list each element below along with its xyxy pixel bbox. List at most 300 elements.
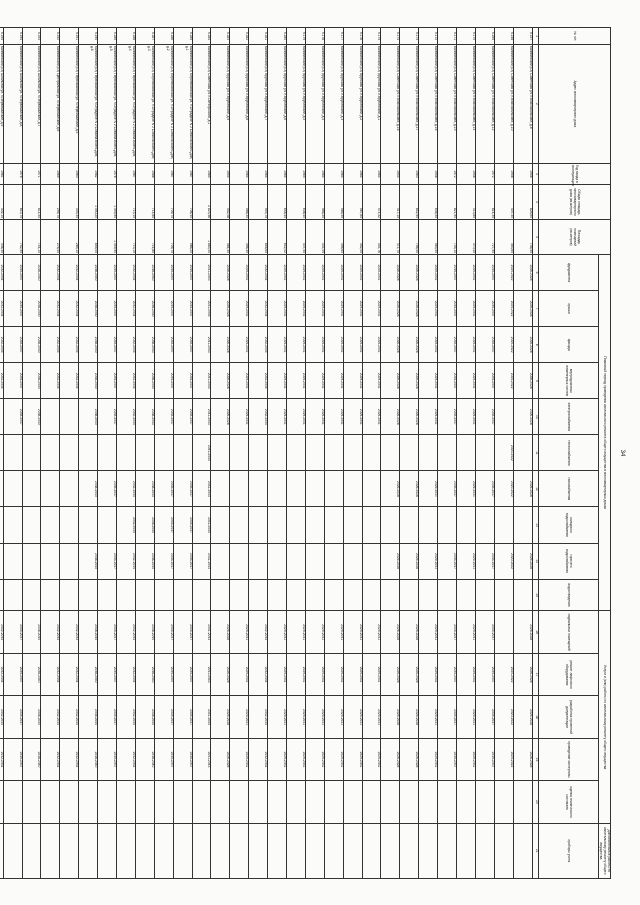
table-row: [79, 27, 98, 878]
table-cell: 2026-2028: [513, 470, 532, 506]
table-cell: 2026-2028: [381, 398, 400, 434]
table-cell: 2032-2034: [249, 254, 268, 290]
table-cell: 2035-2037: [154, 254, 173, 290]
table-cell-empty: [287, 823, 306, 878]
table-cell: 2029-2031: [287, 610, 306, 652]
table-cell: 727,50: [475, 219, 494, 254]
column-number: 16: [532, 610, 538, 652]
table-cell: 2038-2040: [79, 738, 98, 780]
header-total-area: Общая площадь многоквартирного дома (кв.метров): [538, 184, 610, 219]
table-cell: 1985: [192, 163, 211, 184]
table-cell: 2041-2043: [192, 695, 211, 737]
table-cell: 1965: [287, 163, 306, 184]
table-cell: 1964: [268, 163, 287, 184]
table-cell: Калининский р-н, Крупская ул. п.Крупинский, д.2: [343, 44, 362, 163]
table-row: [400, 27, 419, 878]
table-cell: 364,30: [211, 219, 230, 254]
table-cell-empty: [381, 780, 400, 822]
table-cell: 2029-2031: [324, 398, 343, 434]
table-cell: [419, 579, 438, 611]
table-cell: 2029-2031: [305, 254, 324, 290]
table-cell: 1988: [135, 163, 154, 184]
table-cell: 1964: [343, 163, 362, 184]
table-cell: [154, 579, 173, 611]
table-cell: Калининский р-н, Первомайская ул. п.Первомайский, д.5: [60, 44, 79, 163]
table-cell: 2035-2037: [98, 362, 117, 398]
column-number: 8: [532, 326, 538, 362]
table-cell: 2035-2037: [173, 470, 192, 506]
table-cell: 2032-2034: [249, 362, 268, 398]
table-cell: Калининский р-н, Советская ул. п.Комсомольский, д.18: [381, 44, 400, 163]
table-cell: [438, 579, 457, 611]
table-cell: 2038-2040: [79, 254, 98, 290]
table-cell: 2029-2031: [343, 290, 362, 326]
table-cell: Калининский р-н, Советская ул. п.Комсомольский, д.10: [494, 44, 513, 163]
table-cell: 2029-2031: [419, 290, 438, 326]
table-cell: [60, 434, 79, 470]
table-cell-empty: [268, 780, 287, 822]
table-cell: 608,40: [287, 184, 306, 219]
table-cell: 402,10: [0, 184, 3, 219]
table-cell-empty: [475, 780, 494, 822]
table-cell: 2026-2028: [381, 738, 400, 780]
table-cell: 2032-2034: [41, 326, 60, 362]
column-number: 19: [532, 738, 538, 780]
table-cell: 2020-2022: [494, 543, 513, 579]
table-cell: 2020-2022: [494, 695, 513, 737]
table-cell: 2038-2040: [135, 653, 154, 695]
table-cell: 9.175: [362, 27, 381, 44]
table-cell: 736,50: [513, 219, 532, 254]
table-cell: 9.176: [343, 27, 362, 44]
table-cell: 2020-2022: [494, 254, 513, 290]
table-cell: Калининский р-н, Школьная ул. п.Первомайский, д.9: [0, 44, 3, 163]
table-cell: 2026-2028: [400, 738, 419, 780]
table-cell-empty: [400, 823, 419, 878]
table-cell: [457, 579, 476, 611]
table-row: [117, 27, 136, 878]
table-cell: 2038-2040: [135, 738, 154, 780]
table-cell: [513, 579, 532, 611]
table-cell: 299,70: [41, 184, 60, 219]
table-cell: [362, 579, 381, 611]
table-cell: [79, 434, 98, 470]
table-cell: 2029-2031: [268, 290, 287, 326]
table-cell: 396,30: [230, 219, 249, 254]
table-cell: 9.192: [41, 27, 60, 44]
table-cell: 1981: [0, 163, 3, 184]
column-number: 10: [532, 398, 538, 434]
table-cell-empty: [3, 780, 22, 822]
table-cell: 2029-2031: [457, 738, 476, 780]
rotated-landscape-sheet: [0, 13, 625, 893]
header-sub: водоотведения: [538, 579, 598, 611]
table-cell: 1987: [154, 163, 173, 184]
table-cell: 2032-2034: [41, 362, 60, 398]
table-cell: 735,10: [438, 219, 457, 254]
table-cell: 2035-2037: [154, 326, 173, 362]
table-cell-empty: [362, 780, 381, 822]
table-cell: 2029-2031: [419, 326, 438, 362]
table-cell: 744,10: [22, 219, 41, 254]
table-cell: 2032-2034: [0, 326, 3, 362]
table-cell: 2035-2037: [438, 695, 457, 737]
table-cell: 2032-2034: [117, 653, 136, 695]
table-cell: [494, 579, 513, 611]
table-cell: 371,70: [381, 219, 400, 254]
table-cell-empty: [135, 823, 154, 878]
table-cell: [400, 434, 419, 470]
table-cell-empty: [22, 780, 41, 822]
table-cell: [117, 579, 136, 611]
table-cell: [343, 579, 362, 611]
table-cell: 1958: [419, 163, 438, 184]
table-cell: 2035-2037: [438, 326, 457, 362]
table-cell: [22, 543, 41, 579]
table-cell: 2026-2028: [400, 254, 419, 290]
column-number: 3: [532, 163, 538, 184]
table-cell: 2026-2028: [381, 254, 400, 290]
table-cell: [400, 579, 419, 611]
header-sub: теплоснабжения: [538, 434, 598, 470]
table-cell: Калининский р-н, Советская ул. п.Комсомольский, д.12: [475, 44, 494, 163]
table-cell: 2026-2028: [400, 653, 419, 695]
table-cell-empty: [305, 823, 324, 878]
table-cell: 2035-2037: [438, 738, 457, 780]
table-cell: [230, 579, 249, 611]
table-cell: [249, 579, 268, 611]
table-row: [60, 27, 79, 878]
table-cell: 2041-2043: [192, 434, 211, 470]
table-cell: 2029-2031: [305, 653, 324, 695]
table-row: [362, 27, 381, 878]
table-cell: 2029-2031: [362, 695, 381, 737]
table-cell: 2038-2040: [135, 695, 154, 737]
table-cell: 568,30: [230, 184, 249, 219]
table-cell: 2038-2040: [79, 398, 98, 434]
table-cell: 407,50: [287, 219, 306, 254]
table-cell: 2041-2043: [192, 543, 211, 579]
table-cell: 2032-2034: [117, 610, 136, 652]
table-cell: [475, 579, 494, 611]
table-cell: 2026-2028: [400, 290, 419, 326]
table-cell: 2032-2034: [41, 695, 60, 737]
table-cell: [230, 506, 249, 542]
table-cell: [249, 543, 268, 579]
table-cell-empty: [154, 823, 173, 878]
table-cell: 2029-2031: [324, 254, 343, 290]
table-cell: 1 049,90: [98, 219, 117, 254]
table-cell: 9.193: [22, 27, 41, 44]
table-cell: 2029-2031: [305, 695, 324, 737]
table-cell: 2020-2022: [494, 738, 513, 780]
table-cell: 2032-2034: [0, 254, 3, 290]
table-cell: 2026-2028: [400, 362, 419, 398]
table-cell-empty: [60, 823, 79, 878]
table-cell: 1964: [305, 163, 324, 184]
table-cell-empty: [457, 823, 476, 878]
table-row: [41, 27, 60, 878]
table-cell: 2035-2037: [173, 326, 192, 362]
table-cell: 9.183: [211, 27, 230, 44]
table-cell: [0, 506, 3, 542]
table-cell-empty: [381, 823, 400, 878]
column-number: 5: [532, 219, 538, 254]
header-sub: подвальных помещений: [538, 610, 598, 652]
table-cell: Калининский р-н, Первомайская ул. п.Отрадное N 2 Совхоза Волго-Дон, д.5: [98, 44, 117, 163]
table-cell: 370,40: [457, 219, 476, 254]
table-cell: Калининский р-н, Центральная ул. п.Первомайский, д.6: [41, 44, 60, 163]
table-cell: [268, 506, 287, 542]
table-cell: [79, 579, 98, 611]
table-cell-empty: [135, 780, 154, 822]
table-cell: 2029-2031: [343, 610, 362, 652]
table-cell-empty: [211, 780, 230, 822]
table-cell: [3, 579, 22, 611]
table-cell-empty: [343, 780, 362, 822]
table-cell: 2032-2034: [60, 326, 79, 362]
table-cell: 2029-2031: [230, 653, 249, 695]
column-number: 7: [532, 290, 538, 326]
table-cell: 2026-2028: [400, 398, 419, 434]
table-cell: 2029-2031: [343, 653, 362, 695]
table-cell-empty: [362, 823, 381, 878]
table-cell: 2029-2031: [362, 610, 381, 652]
table-cell: 642,02: [268, 219, 287, 254]
table-cell: Калининский р-н, Советская ул. п.Комсомольский, д.16: [419, 44, 438, 163]
table-cell: [362, 543, 381, 579]
table-cell: [60, 470, 79, 506]
table-cell: 2029-2031: [230, 254, 249, 290]
table-cell: 2029-2031: [268, 653, 287, 695]
table-cell-empty: [268, 823, 287, 878]
table-cell: [457, 506, 476, 542]
table-cell: 566,20: [305, 184, 324, 219]
table-cell: 2035-2037: [98, 610, 117, 652]
table-cell: 2032-2034: [41, 254, 60, 290]
table-cell: 303,30: [60, 184, 79, 219]
table-cell: 9.178: [305, 27, 324, 44]
table-cell: 2020-2022: [494, 434, 513, 470]
table-cell: 2020-2022: [494, 362, 513, 398]
table-cell: Калининский р-н, Березняковская ул. п.Отрадное N 2 Совхоза Волго-Дон, д.1: [173, 44, 192, 163]
table-row: [324, 27, 343, 878]
table-cell-empty: [513, 823, 532, 878]
table-cell: [0, 434, 3, 470]
header-sub: внутридомовых инженерных систем: [538, 362, 598, 398]
table-cell: 2038-2040: [22, 326, 41, 362]
table-cell: 363,60: [494, 219, 513, 254]
table-cell: 1954: [211, 163, 230, 184]
table-cell: 2026-2028: [400, 326, 419, 362]
table-cell: 1976: [3, 163, 22, 184]
table-cell: 413,80: [457, 184, 476, 219]
table-cell: 2032-2034: [249, 290, 268, 326]
table-cell: 2029-2031: [343, 738, 362, 780]
table-cell: 2029-2031: [305, 362, 324, 398]
table-cell: [287, 543, 306, 579]
table-cell: 2029-2031: [419, 470, 438, 506]
table-cell: [211, 506, 230, 542]
table-cell: 9.170: [457, 27, 476, 44]
table-cell: 2032-2034: [60, 290, 79, 326]
table-cell: 2029-2031: [324, 326, 343, 362]
table-cell: 826,60: [513, 184, 532, 219]
table-cell: 1987: [117, 163, 136, 184]
table-cell: 855,00: [79, 219, 98, 254]
table-cell: 2020-2022: [494, 326, 513, 362]
table-cell: 9.195: [0, 27, 3, 44]
table-cell-empty: [249, 780, 268, 822]
table-cell: 2032-2034: [41, 610, 60, 652]
table-cell: [98, 506, 117, 542]
table-cell-empty: [117, 823, 136, 878]
table-cell: 2029-2031: [230, 610, 249, 652]
table-cell: 2032-2034: [41, 290, 60, 326]
table-cell: 2032-2034: [117, 398, 136, 434]
table-cell: [305, 434, 324, 470]
column-number: 14: [532, 543, 538, 579]
table-cell: 2041-2043: [192, 506, 211, 542]
table-cell: [79, 506, 98, 542]
table-cell: 2035-2037: [3, 362, 22, 398]
table-cell: Калининский р-н, Крупская ул. п.Крупинский, д.7: [249, 44, 268, 163]
table-cell-empty: [192, 780, 211, 822]
table-cell: 2035-2037: [98, 290, 117, 326]
table-cell: [381, 579, 400, 611]
table-cell: 2032-2034: [60, 738, 79, 780]
table-cell: 2035-2037: [98, 398, 117, 434]
table-cell: 2029-2031: [324, 610, 343, 652]
table-cell: 1958: [513, 163, 532, 184]
table-cell: 9.158: [494, 27, 513, 44]
table-cell: [249, 506, 268, 542]
table-cell: 9.188: [117, 27, 136, 44]
table-cell: 2038-2040: [22, 738, 41, 780]
header-sub: приборы учета: [538, 823, 598, 878]
table-cell: 2026-2028: [381, 470, 400, 506]
table-cell: 2035-2037: [3, 610, 22, 652]
table-cell: 2029-2031: [268, 398, 287, 434]
table-cell: [438, 506, 457, 542]
table-cell: 1958: [457, 163, 476, 184]
table-cell: [0, 398, 3, 434]
table-cell: 1964: [324, 163, 343, 184]
table-cell: 407,40: [494, 184, 513, 219]
table-cell: 713,10: [117, 184, 136, 219]
table-cell-empty: [0, 823, 3, 878]
table-cell: 2032-2034: [60, 610, 79, 652]
table-cell: [249, 434, 268, 470]
header-sub: газоснабжения: [538, 470, 598, 506]
table-cell: 2035-2037: [173, 695, 192, 737]
header-sub: электроснабжения: [538, 398, 598, 434]
table-cell: 2032-2034: [60, 254, 79, 290]
table-cell: 2029-2031: [457, 290, 476, 326]
table-cell: 586,20: [173, 219, 192, 254]
table-row: [3, 27, 22, 878]
table-cell: 2029-2031: [419, 398, 438, 434]
table-row: [22, 27, 41, 878]
table-cell: 285,10: [60, 219, 79, 254]
table-cell: 2041-2043: [192, 610, 211, 652]
table-cell: 2035-2037: [475, 398, 494, 434]
table-cell: 2035-2037: [154, 362, 173, 398]
table-cell: 2029-2031: [343, 254, 362, 290]
table-cell: 2035-2037: [154, 290, 173, 326]
table-cell: 2029-2031: [457, 543, 476, 579]
table-cell: 2026-2028: [400, 695, 419, 737]
table-cell: 2029-2031: [268, 695, 287, 737]
table-cell: [22, 470, 41, 506]
table-cell: 2035-2037: [98, 470, 117, 506]
table-cell: 2035-2037: [438, 653, 457, 695]
table-cell: 2029-2031: [324, 695, 343, 737]
table-cell: 2026-2028: [513, 254, 532, 290]
table-cell: 2038-2040: [22, 254, 41, 290]
table-cell: [41, 398, 60, 434]
table-cell: [60, 506, 79, 542]
table-cell: 1960: [400, 163, 419, 184]
table-cell-empty: [98, 823, 117, 878]
table-cell: 2032-2034: [249, 653, 268, 695]
table-cell: [211, 470, 230, 506]
table-cell: 2026-2028: [381, 362, 400, 398]
table-cell: [192, 579, 211, 611]
header-address: Адрес многоквартирного дома: [538, 44, 610, 163]
table-cell-empty: [438, 823, 457, 878]
table-cell: 2029-2031: [230, 738, 249, 780]
table-cell-empty: [513, 780, 532, 822]
table-cell: 2032-2034: [249, 738, 268, 780]
table-cell: 2038-2040: [79, 610, 98, 652]
table-cell: 2041-2043: [192, 290, 211, 326]
column-number: 11: [532, 434, 538, 470]
table-cell: 706,40: [173, 184, 192, 219]
table-cell: 714,80: [135, 184, 154, 219]
table-cell: 2032-2034: [249, 326, 268, 362]
table-cell: [457, 434, 476, 470]
table-cell: 2038-2040: [79, 470, 98, 506]
table-cell: [362, 470, 381, 506]
table-cell: Калининский р-н, Крупская ул. п.Крупинский, д.6: [268, 44, 287, 163]
table-cell: 2029-2031: [343, 398, 362, 434]
table-cell: 9.181: [249, 27, 268, 44]
table-cell: 9.177: [324, 27, 343, 44]
table-cell: 391,76: [362, 219, 381, 254]
table-cell: 2035-2037: [154, 506, 173, 542]
table-cell: 814,30: [475, 184, 494, 219]
table-cell: 1958: [494, 163, 513, 184]
table-cell: 846,60: [249, 219, 268, 254]
column-number-row: [532, 27, 538, 878]
table-cell: 2029-2031: [287, 695, 306, 737]
table-row: [135, 27, 154, 878]
table-cell: Калининский р-н, Крупская ул. п.Крупинский, д.3: [324, 44, 343, 163]
table-cell: 709,70: [154, 184, 173, 219]
table-cell: 1969: [41, 163, 60, 184]
table-cell: 713,10: [117, 219, 136, 254]
table-cell: 2038-2040: [135, 506, 154, 542]
table-cell: 2035-2037: [475, 695, 494, 737]
table-cell: 2038-2040: [135, 543, 154, 579]
table-cell: 9.179: [287, 27, 306, 44]
table-cell: 2041-2043: [192, 738, 211, 780]
table-cell: 2038-2040: [79, 543, 98, 579]
table-cell: 2029-2031: [362, 653, 381, 695]
table-cell: 2038-2040: [135, 398, 154, 434]
table-cell: 2032-2034: [0, 610, 3, 652]
